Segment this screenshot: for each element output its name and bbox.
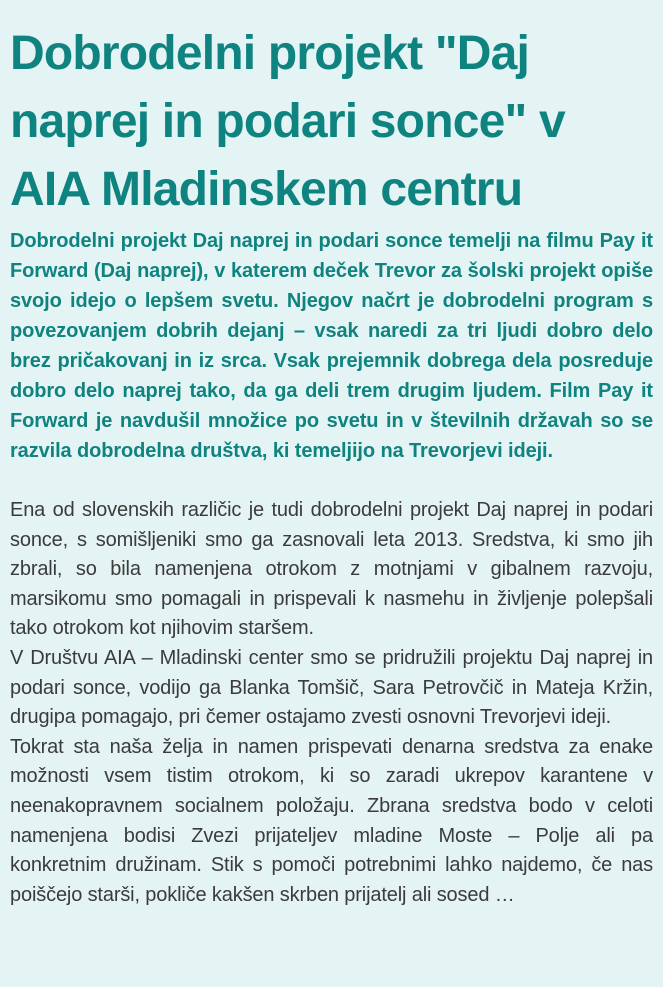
- body-paragraph: Ena od slovenskih različic je tudi dobrodelni projekt Daj naprej in podari sonce, s somišljeniki smo ga zasnovali leta 2013. Sredstva, ki smo jih zbrali, so bila namenjena otrokom z motnjami v gibalnem razvoju, marsikomu smo pomagali in prispevali k nasmehu in življenje polepšali tako otrokom kot njihovim staršem.: [10, 499, 653, 640]
- body-paragraph: V Društvu AIA – Mladinski center smo se pridružili projektu Daj naprej in podari sonce, vodijo ga Blanka Tomšič, Sara Petrovčič in Mateja Kržin, drugipa pomagajo, pri čemer ostajamo zvesti osnovni Trevorjevi ideji.: [10, 646, 653, 729]
- article-title: Dobrodelni projekt "Daj naprej in podari sonce" v AIA Mladinskem centru: [10, 27, 565, 216]
- body-paragraph: Tokrat sta naša želja in namen prispevati denarna sredstva za enake možnosti vsem tistim otrokom, ki so zaradi ukrepov karantene v neenakopravnem socialnem položaju. Zbrana sredstva bodo v celoti namenjena bodisi Zvezi prijateljev mladine Moste – Polje ali pa konkretnim družinam. Stik s pomoči potrebnimi lahko najdemo, če nas poiščejo starši, pokliče kakšen skrben prijatelj ali sosed …: [10, 735, 653, 906]
- article-body: [10, 496, 653, 910]
- article-lead: Dobrodelni projekt Daj naprej in podari sonce temelji na filmu Pay it Forward (Daj naprej), v katerem deček Trevor za šolski projekt opiše svojo idejo o lepšem svetu. Njegov načrt je dobrodelni program s povezovanjem dobrih dejanj – vsak naredi za tri ljudi dobro delo brez pričakovanj in iz srca. Vsak prejemnik dobrega dela posreduje dobro delo naprej tako, da ga deli trem drugim ljudem. Film Pay it Forward je navdušil množice po svetu in v številnih državah so se razvila dobrodelna društva, ki temeljijo na Trevorjevi ideji.: [10, 230, 653, 462]
